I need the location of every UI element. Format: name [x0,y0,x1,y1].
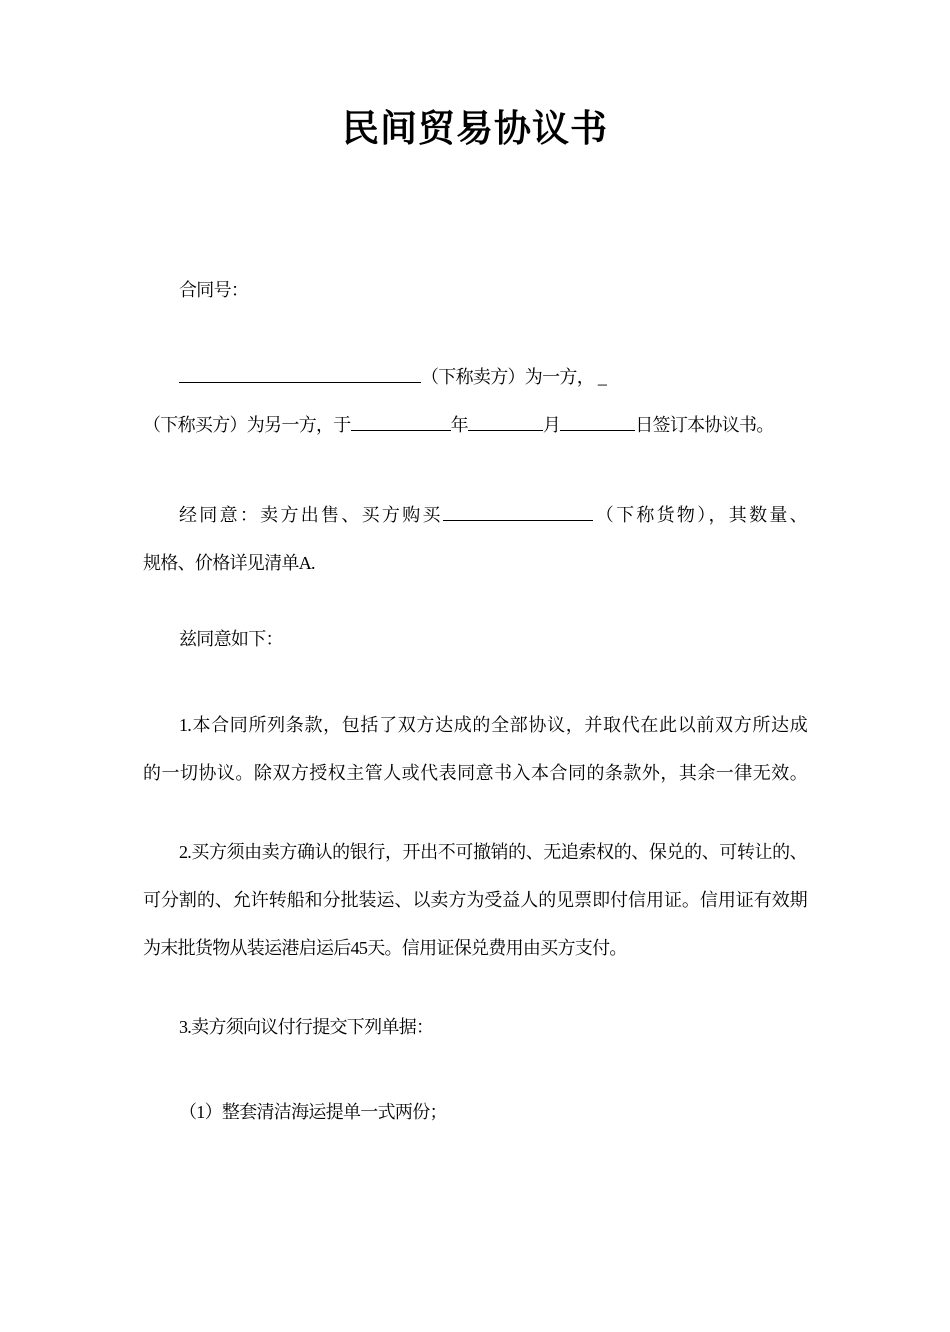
party-clause-line-2 [143,401,807,449]
day-suffix-text: 日签订本协议书。 [635,415,774,435]
clause-3-line-1: 3.卖方须向议付行提交下列单据： [179,1017,434,1037]
party-clause-paragraph [143,353,807,449]
party-clause-line-1 [143,353,807,401]
contract-number-label: 合同号： [179,280,249,300]
sign-year-blank [351,413,451,431]
goods-prefix-text: 经同意：卖方出售、买方购买 [179,505,443,525]
clause-2-paragraph [143,828,807,972]
year-label: 年 [450,415,468,435]
agreement-intro-text: 兹同意如下： [179,629,283,649]
document-page [0,102,950,1332]
clause-3-paragraph [143,1003,807,1051]
document-item-1-paragraph [143,1088,807,1136]
seller-name-blank [179,365,421,383]
goods-name-blank [443,503,593,521]
sign-day-blank [560,413,635,431]
sign-month-blank [468,413,543,431]
clause-1-paragraph [143,701,807,797]
agreement-intro-paragraph [143,615,807,663]
contract-number-paragraph [143,266,807,314]
wrapped-underscore-text: _ [597,367,607,387]
goods-clause-line-1 [143,491,807,539]
goods-clause-line-2: 规格、价格详见清单A. [143,553,315,573]
month-label: 月 [542,415,561,435]
document-item-1-text: （1）整套清洁海运提单一式两份； [179,1102,447,1122]
clause-2-line-2: 可分割的、允许转船和分批装运、以卖方为受益人的见票即付信用证。信用证有效期 [143,890,807,910]
buyer-prefix-text: （下称买方）为另一方，于 [143,415,351,435]
clause-1-line-1: 1.本合同所列条款，包括了双方达成的全部协议，并取代在此以前双方所达成 [179,715,807,735]
clause-2-line-1: 2.买方须由卖方确认的银行，开出不可撤销的、无追索权的、保兑的、可转让的、 [179,842,807,862]
goods-suffix-text: （下称货物），其数量、 [592,505,807,525]
seller-suffix-text: （下称卖方）为一方， [421,367,598,387]
document-title: 民间贸易协议书 [342,108,608,149]
clause-2-line-3: 为末批货物从装运港启运后45天。信用证保兑费用由买方支付。 [143,938,627,958]
goods-clause-paragraph [143,491,807,587]
clause-1-line-2: 的一切协议。除双方授权主管人或代表同意书入本合同的条款外，其余一律无效。 [143,763,807,783]
